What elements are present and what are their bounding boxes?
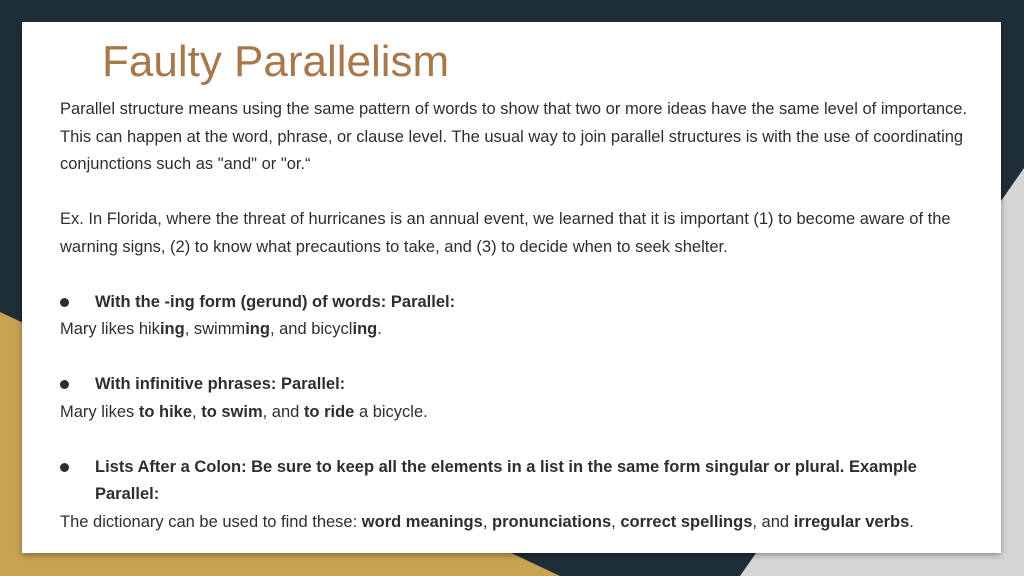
bullet-heading-colon-list	[60, 454, 980, 509]
bullet-heading-gerund	[60, 289, 980, 317]
bullet-icon	[60, 298, 69, 307]
bullet-heading-text: Lists After a Colon: Be sure to keep all the elements in a list in the same form singular or plural. Example Parallel:	[95, 457, 917, 503]
example-sentence-infinitive: Mary likes to hike, to swim, and to ride a bicycle.	[60, 402, 428, 421]
bullet-icon	[60, 463, 69, 472]
example-sentence-colon-list: The dictionary can be used to find these: word meanings, pronunciations, correct spellings, and irregular verbs.	[60, 512, 914, 531]
example-paragraph: Ex. In Florida, where the threat of hurricanes is an annual event, we learned that it is important (1) to become aware of the warning signs, (2) to know what precautions to take, and (3) to decide when to seek shelter.	[60, 210, 951, 256]
bullet-heading-text: With infinitive phrases: Parallel:	[95, 375, 346, 393]
slide-card	[22, 22, 1001, 553]
bullet-heading-text: With the -ing form (gerund) of words: Parallel:	[95, 292, 456, 311]
bullet-heading-infinitive	[60, 371, 980, 399]
bullet-icon	[60, 380, 69, 389]
slide-content	[60, 96, 980, 536]
intro-paragraph: Parallel structure means using the same pattern of words to show that two or more ideas have the same level of importance. This can happen at the word, phrase, or clause level. The usual way to join parallel structures is with the use of coordinating conjunctions such as "and" or "or.“	[60, 100, 968, 173]
slide-title: Faulty Parallelism	[102, 37, 450, 86]
example-sentence-gerund: Mary likes hiking, swimming, and bicycling.	[60, 320, 382, 338]
